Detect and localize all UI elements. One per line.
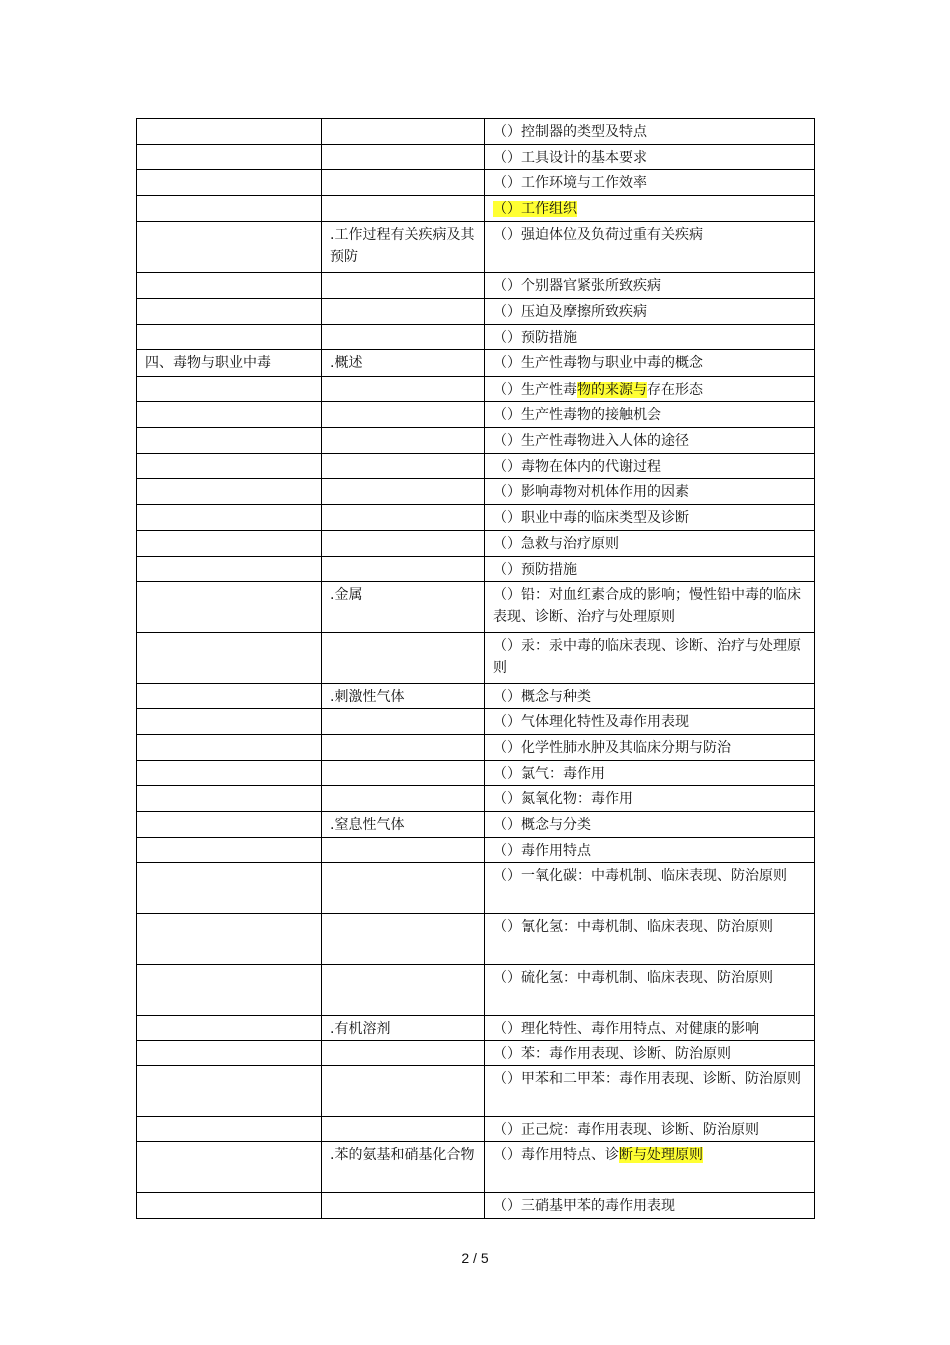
topic-cell [322, 557, 485, 582]
section-cell [137, 1117, 322, 1142]
topic-cell: .有机溶剂 [322, 1016, 485, 1041]
table-row [137, 735, 815, 761]
section-cell [137, 582, 322, 633]
content-cell: （）生产性毒物进入人体的途径 [485, 428, 815, 454]
content-cell: （）工作环境与工作效率 [485, 170, 815, 196]
table-row [137, 684, 815, 709]
content-cell: （）毒物在体内的代谢过程 [485, 454, 815, 479]
section-cell [137, 1016, 322, 1041]
topic-cell [322, 709, 485, 735]
section-cell [137, 761, 322, 786]
topic-cell [322, 1066, 485, 1117]
topic-cell [322, 1041, 485, 1066]
table-row [137, 761, 815, 786]
content-cell: （）甲苯和二甲苯：毒作用表现、诊断、防治原则 [485, 1066, 815, 1117]
table-row [137, 965, 815, 1016]
topic-cell [322, 914, 485, 965]
topic-cell: .工作过程有关疾病及其预防 [322, 222, 485, 273]
table-row [137, 273, 815, 299]
section-cell [137, 505, 322, 531]
topic-cell [322, 402, 485, 428]
topic-cell [322, 761, 485, 786]
content-cell: （）个别器官紧张所致疾病 [485, 273, 815, 299]
highlighted-text: （）工作组织 [493, 201, 577, 217]
section-cell: 四、毒物与职业中毒 [137, 350, 322, 377]
section-cell [137, 633, 322, 684]
topic-cell [322, 531, 485, 557]
content-cell: （）生产性毒物与职业中毒的概念 [485, 350, 815, 377]
syllabus-table [136, 118, 815, 1219]
section-cell [137, 479, 322, 505]
section-cell [137, 812, 322, 838]
content-cell: （）气体理化特性及毒作用表现 [485, 709, 815, 735]
table-row [137, 505, 815, 531]
topic-cell [322, 299, 485, 325]
topic-cell [322, 377, 485, 402]
topic-cell [322, 428, 485, 454]
table-row [137, 299, 815, 325]
content-cell: （）概念与种类 [485, 684, 815, 709]
section-cell [137, 145, 322, 170]
content-cell: （）一氧化碳：中毒机制、临床表现、防治原则 [485, 863, 815, 914]
topic-cell [322, 479, 485, 505]
section-cell [137, 863, 322, 914]
content-cell: （）毒作用特点 [485, 838, 815, 863]
table-row [137, 222, 815, 273]
section-cell [137, 965, 322, 1016]
table-row [137, 1193, 815, 1219]
section-cell [137, 1142, 322, 1193]
topic-cell [322, 505, 485, 531]
table-row [137, 557, 815, 582]
section-cell [137, 735, 322, 761]
table-row [137, 786, 815, 812]
section-cell [137, 1066, 322, 1117]
topic-cell: .苯的氨基和硝基化合物 [322, 1142, 485, 1193]
content-cell: （）影响毒物对机体作用的因素 [485, 479, 815, 505]
content-cell: （）急救与治疗原则 [485, 531, 815, 557]
topic-cell [322, 633, 485, 684]
table-row [137, 1041, 815, 1066]
table-row [137, 582, 815, 633]
section-cell [137, 1041, 322, 1066]
topic-cell: .金属 [322, 582, 485, 633]
content-cell: （）三硝基甲苯的毒作用表现 [485, 1193, 815, 1219]
table-row [137, 350, 815, 377]
topic-cell [322, 119, 485, 145]
topic-cell [322, 1117, 485, 1142]
table-row [137, 1142, 815, 1193]
content-text: （）生产性毒 [493, 382, 577, 398]
topic-cell [322, 1193, 485, 1219]
table-body [137, 119, 815, 1219]
topic-cell [322, 454, 485, 479]
table-row [137, 119, 815, 145]
section-cell [137, 1193, 322, 1219]
table-row [137, 454, 815, 479]
content-cell: （）工具设计的基本要求 [485, 145, 815, 170]
table-row [137, 170, 815, 196]
content-text: 存在形态 [647, 382, 703, 398]
section-cell [137, 454, 322, 479]
section-cell [137, 838, 322, 863]
content-cell: （）压迫及摩擦所致疾病 [485, 299, 815, 325]
table-row [137, 402, 815, 428]
section-cell [137, 299, 322, 325]
topic-cell [322, 863, 485, 914]
section-cell [137, 222, 322, 273]
topic-cell [322, 786, 485, 812]
content-cell: （）理化特性、毒作用特点、对健康的影响 [485, 1016, 815, 1041]
content-cell: （）生产性毒物的接触机会 [485, 402, 815, 428]
section-cell [137, 557, 322, 582]
highlighted-text: 物的来源与 [577, 382, 647, 398]
table-row [137, 709, 815, 735]
content-cell: （）职业中毒的临床类型及诊断 [485, 505, 815, 531]
section-cell [137, 325, 322, 350]
content-cell: （）铅：对血红素合成的影响；慢性铅中毒的临床表现、诊断、治疗与处理原则 [485, 582, 815, 633]
topic-cell [322, 838, 485, 863]
topic-cell [322, 196, 485, 222]
table-row [137, 377, 815, 402]
section-cell [137, 402, 322, 428]
content-cell: （）强迫体位及负荷过重有关疾病 [485, 222, 815, 273]
table-row [137, 1117, 815, 1142]
table-row [137, 479, 815, 505]
section-cell [137, 531, 322, 557]
table-row [137, 633, 815, 684]
section-cell [137, 273, 322, 299]
content-cell [485, 196, 815, 222]
highlighted-text: 断与处理原则 [619, 1147, 703, 1163]
table-row [137, 914, 815, 965]
section-cell [137, 428, 322, 454]
table-row [137, 1066, 815, 1117]
page-number: 2 / 5 [461, 1250, 489, 1266]
topic-cell: .概述 [322, 350, 485, 377]
content-cell: （）硫化氢：中毒机制、临床表现、防治原则 [485, 965, 815, 1016]
section-cell [137, 684, 322, 709]
content-cell: （）正己烷：毒作用表现、诊断、防治原则 [485, 1117, 815, 1142]
content-cell: （）预防措施 [485, 325, 815, 350]
topic-cell [322, 965, 485, 1016]
content-cell: （）氯气：毒作用 [485, 761, 815, 786]
topic-cell [322, 170, 485, 196]
topic-cell [322, 325, 485, 350]
content-cell: （）苯：毒作用表现、诊断、防治原则 [485, 1041, 815, 1066]
topic-cell [322, 735, 485, 761]
table-row [137, 428, 815, 454]
content-cell [485, 1142, 815, 1193]
section-cell [137, 377, 322, 402]
topic-cell [322, 273, 485, 299]
table-row [137, 325, 815, 350]
section-cell [137, 709, 322, 735]
section-cell [137, 914, 322, 965]
content-cell: （）氮氧化物：毒作用 [485, 786, 815, 812]
content-cell: （）控制器的类型及特点 [485, 119, 815, 145]
content-cell: （）氰化氢：中毒机制、临床表现、防治原则 [485, 914, 815, 965]
content-cell: （）预防措施 [485, 557, 815, 582]
table-row [137, 196, 815, 222]
section-cell [137, 196, 322, 222]
section-cell [137, 170, 322, 196]
section-cell [137, 786, 322, 812]
content-cell [485, 377, 815, 402]
section-cell [137, 119, 322, 145]
table-row [137, 1016, 815, 1041]
content-text: （）毒作用特点、诊 [493, 1147, 619, 1163]
table-row [137, 531, 815, 557]
topic-cell [322, 145, 485, 170]
table-row [137, 838, 815, 863]
content-cell: （）化学性肺水肿及其临床分期与防治 [485, 735, 815, 761]
content-cell: （）汞：汞中毒的临床表现、诊断、治疗与处理原则 [485, 633, 815, 684]
topic-cell: .窒息性气体 [322, 812, 485, 838]
table-row [137, 863, 815, 914]
table-row [137, 145, 815, 170]
content-cell: （）概念与分类 [485, 812, 815, 838]
table-row [137, 812, 815, 838]
topic-cell: .刺激性气体 [322, 684, 485, 709]
